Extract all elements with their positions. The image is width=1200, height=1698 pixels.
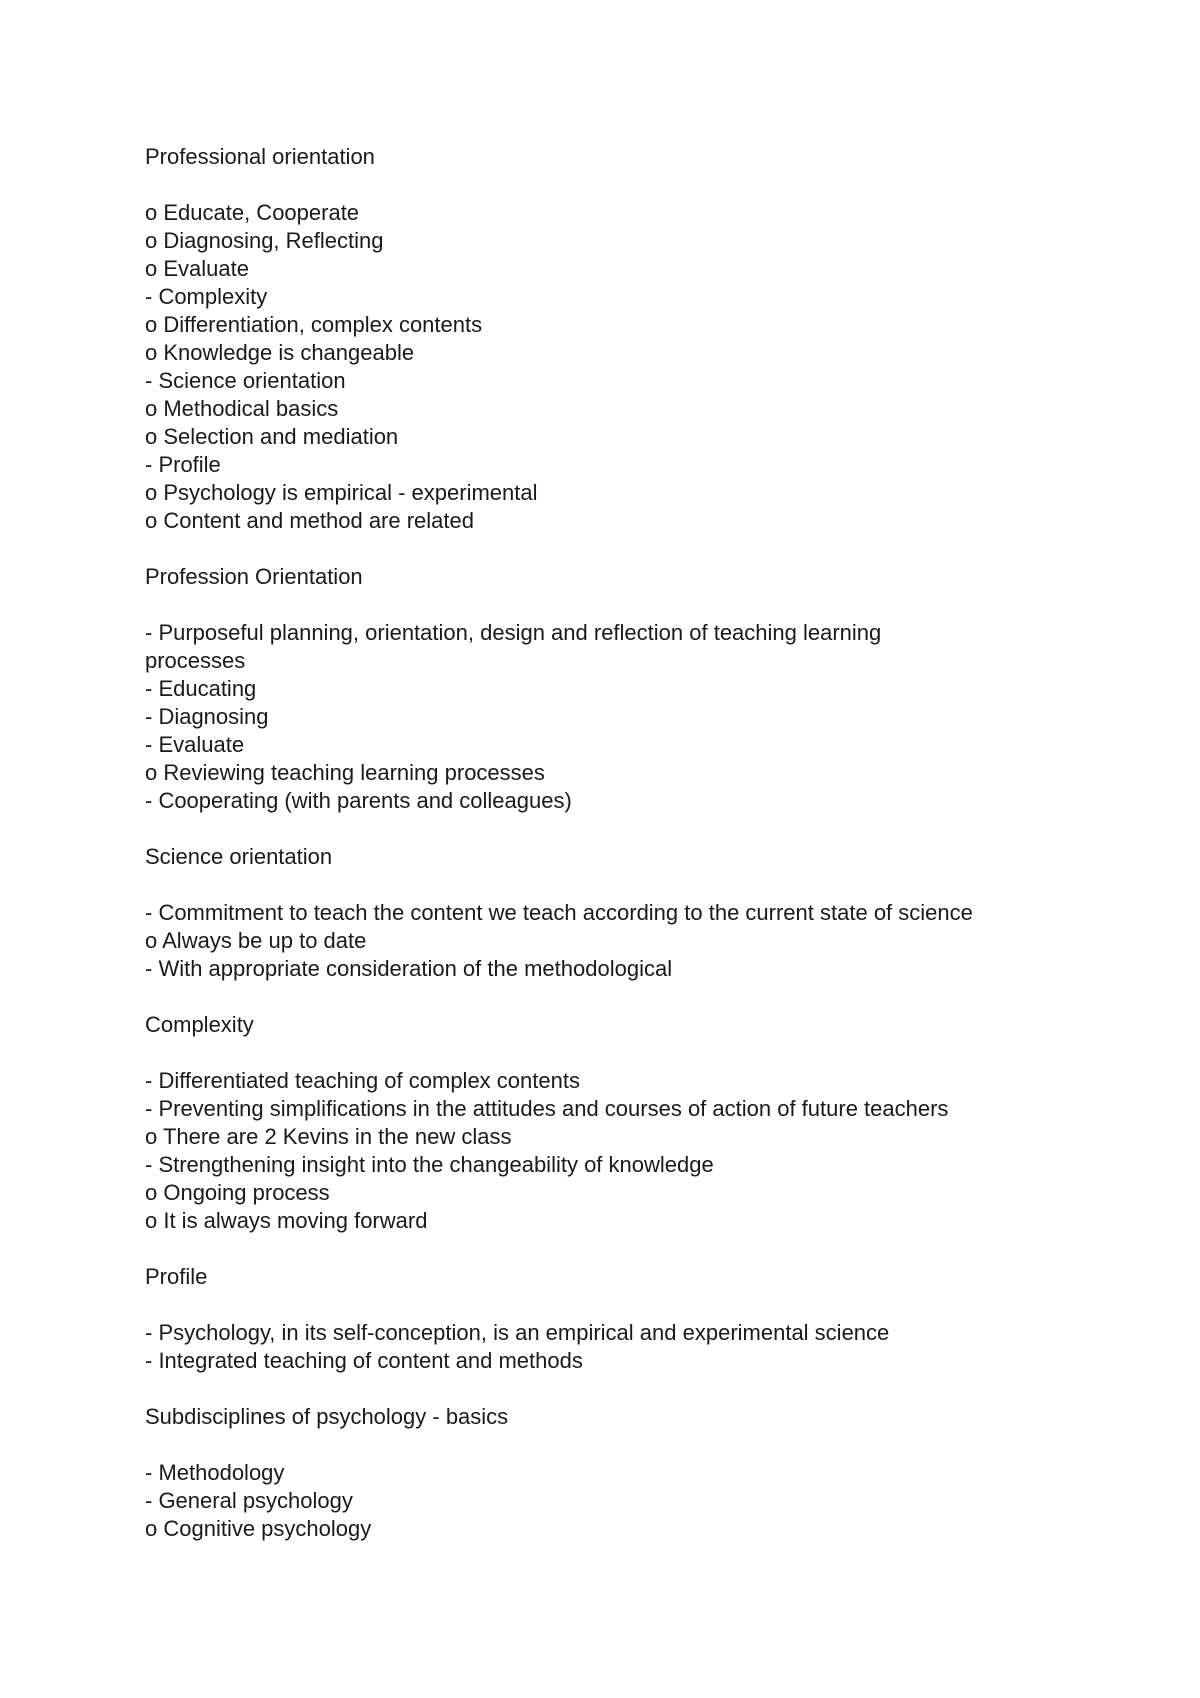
list-item: o Cognitive psychology bbox=[145, 1516, 372, 1541]
spacer bbox=[145, 983, 1145, 1011]
spacer bbox=[145, 1291, 1145, 1319]
list-item: o Educate, Cooperate bbox=[145, 200, 360, 225]
list-item: o Diagnosing, Reflecting bbox=[145, 228, 384, 253]
list-item: - Differentiated teaching of complex contents bbox=[145, 1068, 580, 1093]
section-subdisciplines bbox=[145, 1403, 1145, 1543]
section-heading: Subdisciplines of psychology - basics bbox=[145, 1404, 509, 1429]
section-science-orientation bbox=[145, 843, 1145, 1011]
list-item: - Methodology bbox=[145, 1460, 285, 1485]
list-item: o It is always moving forward bbox=[145, 1208, 428, 1233]
spacer bbox=[145, 871, 1145, 899]
list-item: o Differentiation, complex contents bbox=[145, 312, 483, 337]
list-item: o Content and method are related bbox=[145, 508, 475, 533]
list-item: o Ongoing process bbox=[145, 1180, 330, 1205]
list-item: o Always be up to date bbox=[145, 928, 367, 953]
list-item: - With appropriate consideration of the methodological bbox=[145, 956, 673, 981]
list-item: o Methodical basics bbox=[145, 396, 339, 421]
spacer bbox=[145, 815, 1145, 843]
section-heading: Science orientation bbox=[145, 844, 333, 869]
section-profession-orientation bbox=[145, 563, 1145, 843]
section-profile bbox=[145, 1263, 1145, 1403]
spacer bbox=[145, 591, 1145, 619]
section-heading: Complexity bbox=[145, 1012, 254, 1037]
list-item: - Psychology, in its self-conception, is an empirical and experimental science bbox=[145, 1320, 890, 1345]
spacer bbox=[145, 1235, 1145, 1263]
list-item: - Complexity bbox=[145, 284, 268, 309]
document-body bbox=[145, 143, 1145, 1543]
list-item: - Educating bbox=[145, 676, 257, 701]
list-item: - Profile bbox=[145, 452, 221, 477]
spacer bbox=[145, 171, 1145, 199]
list-item: - Integrated teaching of content and methods bbox=[145, 1348, 583, 1373]
section-heading: Professional orientation bbox=[145, 144, 375, 169]
list-item: - Cooperating (with parents and colleagues) bbox=[145, 788, 572, 813]
list-item: o Selection and mediation bbox=[145, 424, 399, 449]
list-item: o There are 2 Kevins in the new class bbox=[145, 1124, 512, 1149]
section-heading: Profile bbox=[145, 1264, 208, 1289]
section-complexity bbox=[145, 1011, 1145, 1263]
list-item: - Diagnosing bbox=[145, 704, 269, 729]
list-item: o Reviewing teaching learning processes bbox=[145, 760, 545, 785]
spacer bbox=[145, 1431, 1145, 1459]
list-item: o Evaluate bbox=[145, 256, 249, 281]
spacer bbox=[145, 1375, 1145, 1403]
list-item: - Strengthening insight into the changeability of knowledge bbox=[145, 1152, 714, 1177]
list-item: o Psychology is empirical - experimental bbox=[145, 480, 538, 505]
list-item: - Preventing simplifications in the attitudes and courses of action of future teachers bbox=[145, 1096, 949, 1121]
list-item: - Science orientation bbox=[145, 368, 346, 393]
list-item: o Knowledge is changeable bbox=[145, 340, 415, 365]
list-item: - Commitment to teach the content we teach according to the current state of science bbox=[145, 900, 973, 925]
spacer bbox=[145, 535, 1145, 563]
section-professional-orientation bbox=[145, 143, 1145, 563]
list-item: - Evaluate bbox=[145, 732, 245, 757]
section-heading: Profession Orientation bbox=[145, 564, 363, 589]
list-item: - Purposeful planning, orientation, design and reflection of teaching learning processes bbox=[145, 620, 882, 673]
spacer bbox=[145, 1039, 1145, 1067]
list-item: - General psychology bbox=[145, 1488, 353, 1513]
